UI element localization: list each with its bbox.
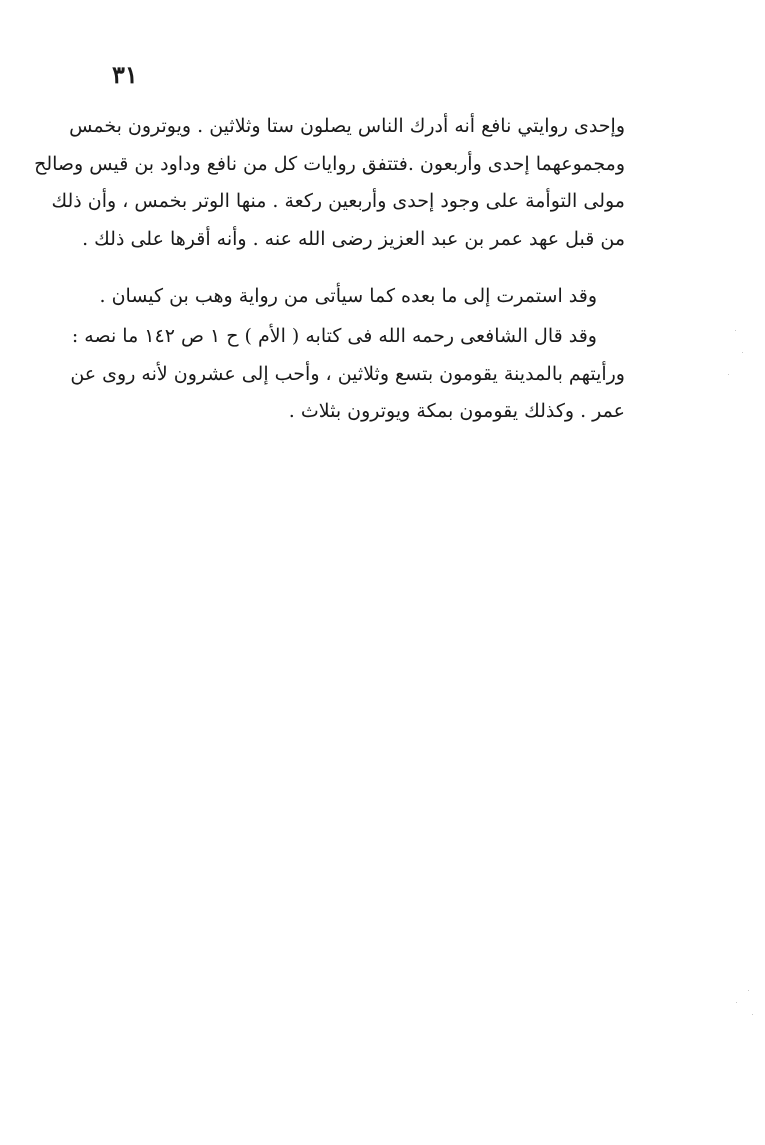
paragraph-2 — [99, 278, 625, 316]
paragraph-1-line-1: وإحدى روايتي نافع أنه أدرك الناس يصلون ستا وثلاثين . ويوترون بخمس — [69, 115, 625, 137]
page-number: ٣١ — [112, 60, 138, 89]
paragraph-1-line-2: ومجموعهما إحدى وأربعون .فتتفق روايات كل من نافع وداود بن قيس وصالح — [34, 152, 625, 175]
paragraph-3-line-2: ورأيتهم بالمدينة يقومون بتسع وثلاثين ، وأحب إلى عشرون لأنه روى عن — [70, 362, 625, 385]
paragraph-3-line-1: وقد قال الشافعى رحمه الله فى كتابه ( الأم ) ح ١ ص ١٤٢ ما نصه : — [71, 325, 597, 347]
scan-speckle — [748, 990, 749, 991]
scan-speckle — [735, 330, 736, 331]
scan-speckle — [728, 374, 729, 375]
paragraph-1-line-4: من قبل عهد عمر بن عبد العزيز رضى الله عنه . وأنه أقرها على ذلك . — [82, 227, 625, 250]
paragraph-3 — [70, 318, 625, 431]
scan-speckle — [742, 352, 743, 353]
scan-speckle — [736, 1002, 737, 1003]
paragraph-3-line-3: عمر . وكذلك يقومون بمكة ويوترون بثلاث . — [288, 400, 625, 422]
paragraph-2-line-1: وقد استمرت إلى ما بعده كما سيأتى من رواية وهب بن كيسان . — [99, 285, 597, 307]
paragraph-1-line-3: مولى التوأمة على وجود إحدى وأربعين ركعة . منها الوتر بخمس ، وأن ذلك — [51, 190, 625, 212]
scan-speckle — [752, 1014, 753, 1015]
paragraph-1 — [34, 108, 625, 258]
